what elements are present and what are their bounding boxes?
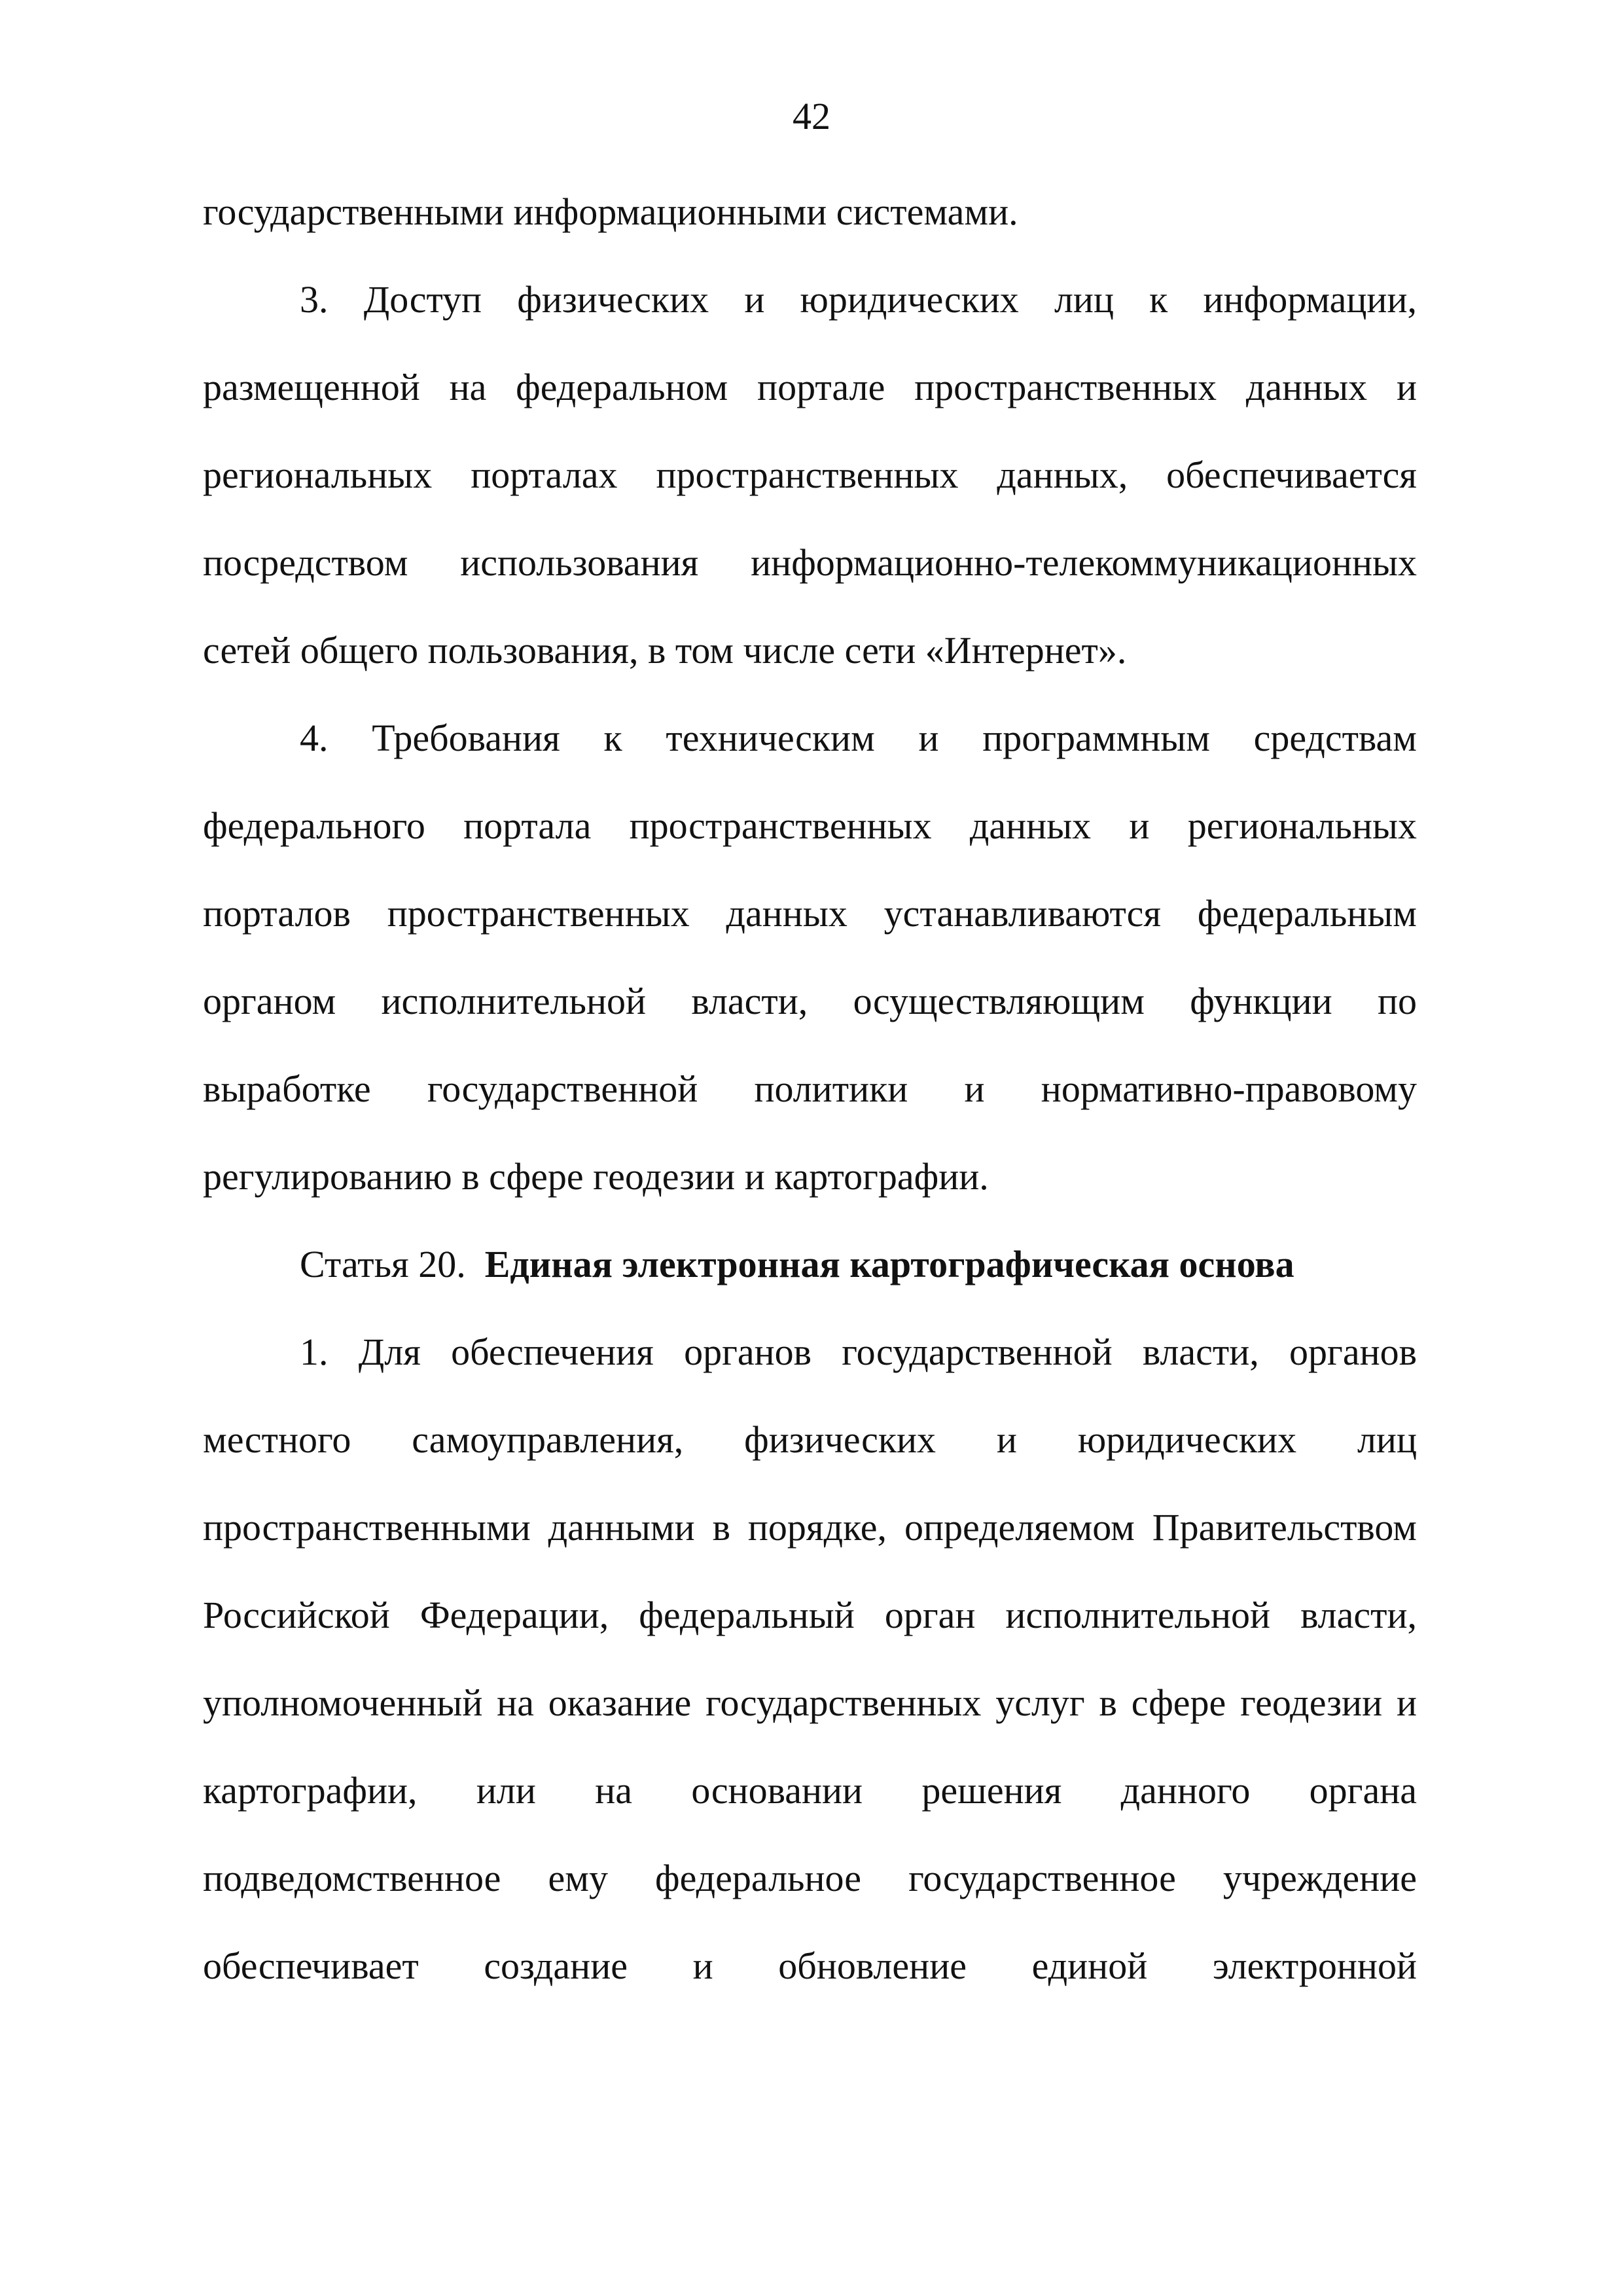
text-line: федерального портала пространственных данных и региональных [203, 804, 1417, 847]
text-line: 1. Для обеспечения органов государственной власти, органов [300, 1331, 1417, 1373]
text-line: подведомственное ему федеральное государственное учреждение [203, 1857, 1417, 1899]
text-line: 4. Требования к техническим и программным средствам [300, 717, 1417, 759]
text-line: региональных порталах пространственных данных, обеспечивается [203, 454, 1417, 496]
text-line: регулированию в сфере геодезии и картографии. [203, 1155, 989, 1198]
text-line: 3. Доступ физических и юридических лиц к информации, [300, 278, 1417, 321]
text-line: уполномоченный на оказание государственных услуг в сфере геодезии и [203, 1681, 1417, 1724]
text-line: выработке государственной политики и нормативно-правовому [203, 1067, 1417, 1110]
text-line: государственными информационными системами. [203, 190, 1018, 233]
text-line: местного самоуправления, физических и юридических лиц [203, 1418, 1417, 1461]
page-number: 42 [793, 95, 830, 137]
article-label: Статья 20. [300, 1243, 466, 1285]
text-line: Российской Федерации, федеральный орган исполнительной власти, [203, 1594, 1417, 1636]
text-line: картографии, или на основании решения данного органа [203, 1769, 1417, 1812]
article-title: Единая электронная картографическая основа [484, 1243, 1294, 1285]
article-heading [300, 1238, 1417, 1291]
text-line: пространственными данными в порядке, определяемом Правительством [203, 1506, 1417, 1549]
text-line: органом исполнительной власти, осуществляющим функции по [203, 980, 1417, 1022]
text-line: посредством использования информационно-телекоммуникационных [203, 541, 1417, 584]
text-line: сетей общего пользования, в том числе сети «Интернет». [203, 629, 1127, 672]
text-line: порталов пространственных данных устанавливаются федеральным [203, 892, 1417, 935]
text-line: размещенной на федеральном портале пространственных данных и [203, 366, 1417, 408]
text-line: обеспечивает создание и обновление единой электронной [203, 1945, 1417, 1987]
